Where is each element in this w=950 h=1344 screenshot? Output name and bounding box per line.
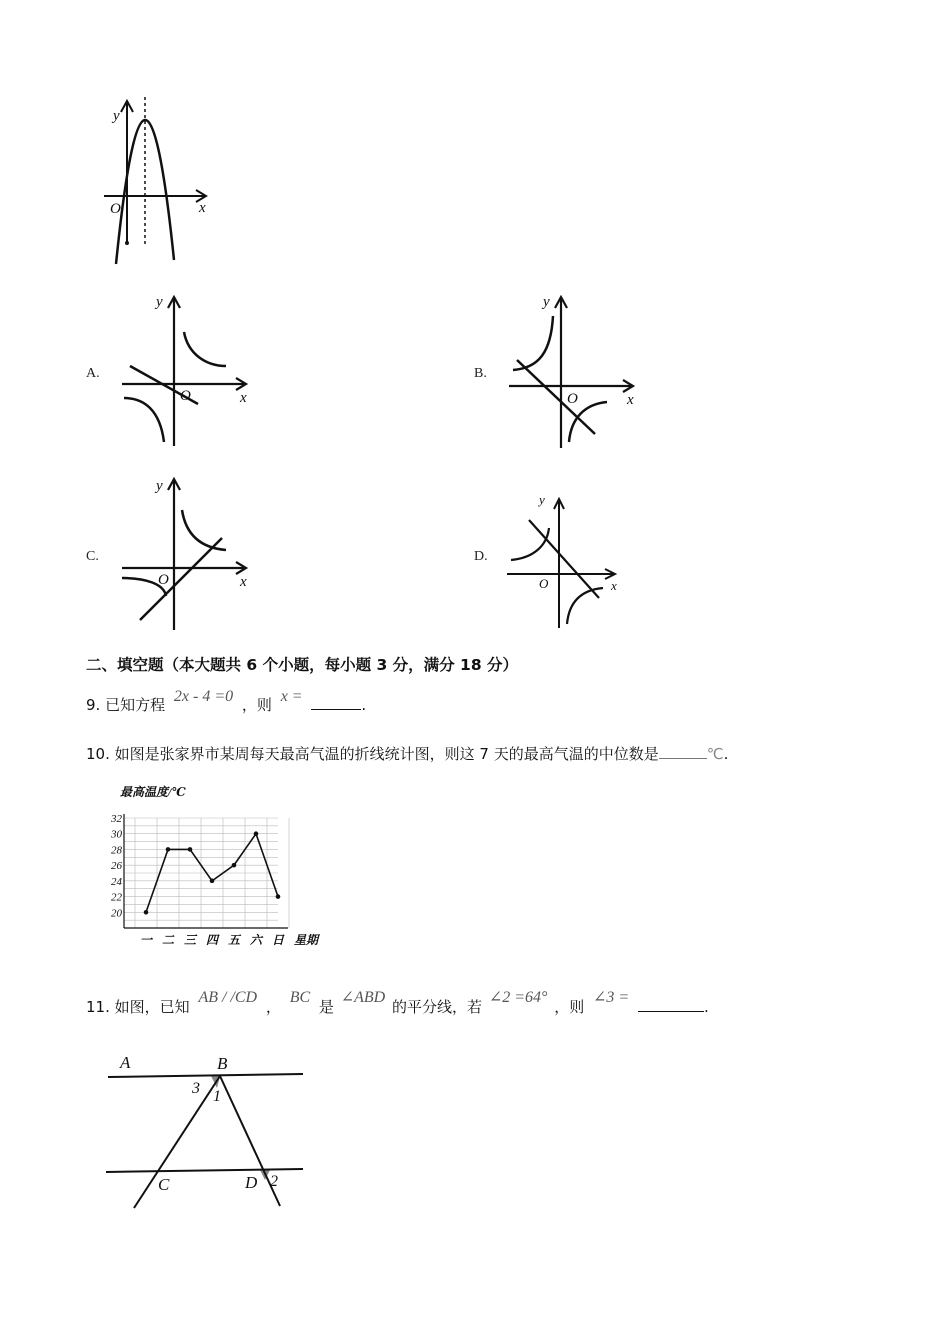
data-point: [166, 847, 171, 852]
angle-2-label: 2: [270, 1173, 278, 1190]
point-b: B: [217, 1054, 228, 1073]
option-d-graph[interactable]: [503, 488, 633, 633]
option-c-graph[interactable]: [116, 474, 266, 634]
svg-text:y: y: [543, 294, 550, 310]
q9-var: x =: [280, 688, 303, 705]
option-b-label[interactable]: B.: [474, 366, 487, 381]
x-tick-label: 日: [271, 933, 285, 947]
q11-answer-blank[interactable]: [638, 1011, 704, 1012]
line-graph: [140, 538, 222, 620]
svg-text:x: x: [240, 574, 247, 590]
svg-text:y: y: [156, 294, 163, 310]
option-c-label[interactable]: C.: [86, 549, 99, 564]
section-title: 二、填空题（本大题共 6 个小题，每小题 3 分，满分 18 分）: [86, 656, 519, 674]
q10-unit: ℃: [706, 745, 724, 763]
svg-text:O: O: [567, 391, 578, 407]
question-10: [86, 743, 728, 764]
data-point: [144, 910, 149, 915]
y-label: y: [113, 108, 120, 124]
svg-text:x: x: [240, 390, 247, 406]
hyperbola-branch-1: [182, 510, 226, 550]
data-point: [232, 863, 237, 868]
point-c: C: [158, 1175, 170, 1194]
question-11: [86, 989, 709, 1017]
parabola-graph: [96, 92, 226, 272]
y-tick-label: 26: [111, 860, 122, 873]
hyperbola-branch-2: [569, 402, 607, 442]
q11-angle-abd: ∠ABD: [340, 989, 386, 1006]
svg-text:O: O: [539, 576, 549, 591]
x-tick-label: 六: [249, 933, 263, 947]
q11-is: 是: [318, 998, 334, 1016]
option-d-label[interactable]: D.: [474, 549, 488, 564]
y-tick-label: 22: [111, 891, 122, 904]
x-tick-label: 二: [161, 933, 175, 947]
chart-ylabel: 最高温度/℃: [120, 785, 186, 799]
q9-pre: 已知方程: [105, 696, 166, 714]
q11-then: ，则: [554, 998, 585, 1016]
question-9: [86, 688, 367, 715]
y-tick-label: 28: [111, 844, 122, 857]
option-a-label[interactable]: A.: [86, 366, 100, 381]
hyperbola-branch-1: [184, 332, 226, 366]
x-label: x: [199, 200, 206, 216]
option-a-graph[interactable]: [116, 292, 266, 452]
origin-label: O: [110, 201, 121, 217]
y-tick-label: 24: [111, 875, 122, 888]
data-point: [210, 879, 215, 884]
x-tick-label: 五: [227, 933, 241, 947]
q10-answer-blank[interactable]: [659, 758, 707, 759]
point-d: D: [245, 1173, 258, 1192]
line-graph: [517, 360, 595, 434]
y-tick-label: 32: [111, 813, 122, 825]
svg-text:x: x: [611, 578, 617, 593]
angle-3-label: 3: [192, 1080, 200, 1097]
q9-mid: ，则: [241, 696, 272, 714]
angle-1-label: 1: [213, 1088, 221, 1105]
data-point: [254, 831, 259, 836]
x-tick-label: 一: [139, 933, 153, 947]
q11-bisector: 的平分线，若: [392, 998, 483, 1016]
q11-parallel: AB / /CD: [198, 989, 258, 1006]
parallel-lines-figure: [100, 1046, 315, 1216]
q11-comma: ，: [265, 998, 281, 1016]
q10-end: .: [723, 745, 729, 763]
q11-end: .: [703, 998, 709, 1016]
y-tick-label: 30: [111, 828, 122, 841]
segment-bc: [134, 1076, 220, 1208]
temperature-line-chart: [108, 782, 338, 957]
hyperbola-branch-2: [124, 398, 164, 442]
q9-end: .: [361, 696, 367, 714]
q9-equation: 2x - 4 =0: [173, 688, 234, 705]
x-tick-label: 四: [205, 933, 219, 947]
q11-number: 11.: [86, 998, 110, 1016]
q11-bc: BC: [289, 989, 311, 1006]
hyperbola-branch-2: [567, 588, 603, 624]
svg-text:O: O: [180, 388, 191, 404]
svg-text:O: O: [158, 572, 169, 588]
line-ab: [108, 1074, 303, 1077]
svg-text:x: x: [627, 392, 634, 408]
line-cd: [106, 1169, 303, 1172]
chart-xlabel: 星期: [294, 933, 319, 947]
q11-angle2: ∠2 =64°: [488, 989, 548, 1006]
y-tick-label: 20: [111, 907, 122, 920]
q10-number: 10.: [86, 745, 110, 763]
q9-answer-blank[interactable]: [311, 709, 361, 710]
q11-angle3: ∠3 =: [593, 989, 630, 1006]
option-b-graph[interactable]: [503, 292, 653, 452]
hyperbola-branch-1: [511, 528, 549, 560]
q11-pre: 如图，已知: [114, 998, 190, 1016]
svg-text:y: y: [156, 478, 163, 494]
q9-number: 9.: [86, 696, 101, 714]
data-point: [276, 894, 281, 899]
q10-text: 如图是张家界市某周每天最高气温的折线统计图，则这 7 天的最高气温的中位数是: [114, 745, 659, 763]
data-point: [188, 847, 193, 852]
svg-text:y: y: [539, 492, 545, 507]
x-tick-label: 三: [183, 933, 197, 947]
point-a: A: [120, 1053, 131, 1072]
